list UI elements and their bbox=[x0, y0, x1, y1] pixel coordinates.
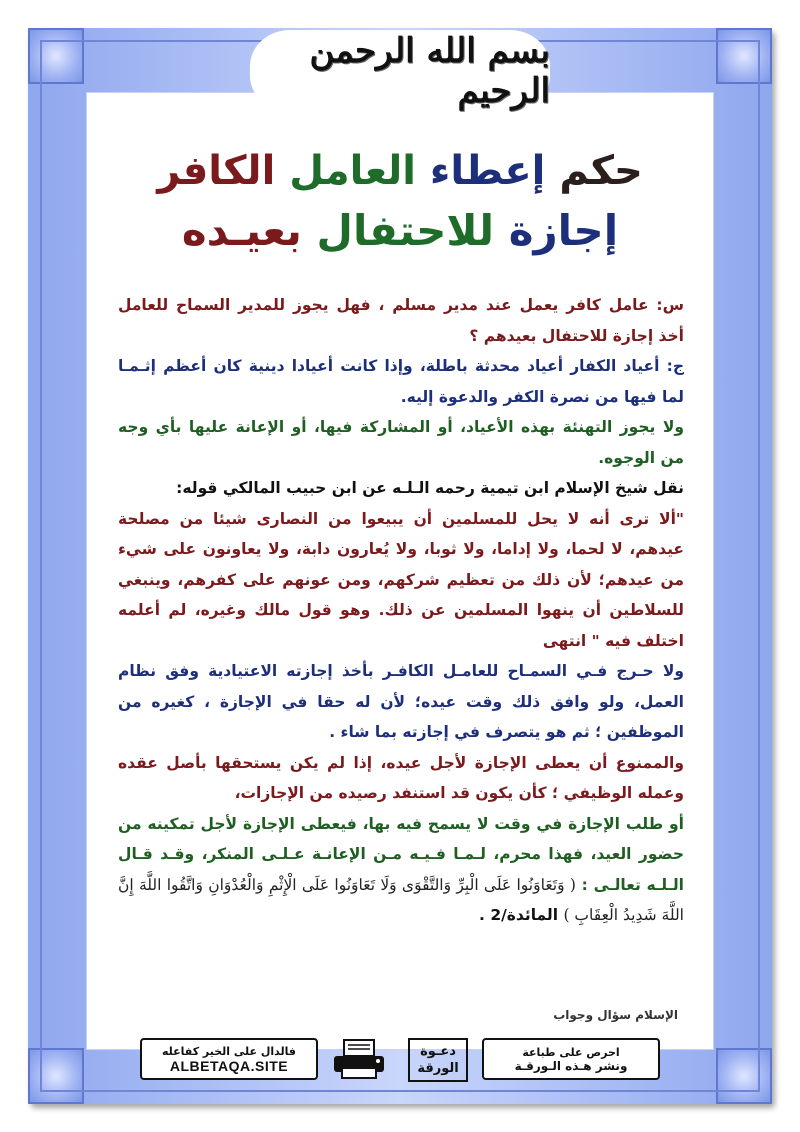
title-word: بعيـده bbox=[181, 206, 302, 255]
verse-reference: المائدة/2 . bbox=[479, 906, 564, 924]
source-credit: الإسلام سؤال وجواب bbox=[553, 1008, 678, 1022]
footer-slogan: فالدال على الخير كفاعله bbox=[161, 1044, 297, 1058]
footer-right-box bbox=[482, 1038, 660, 1080]
quote-paragraph: "ألا ترى أنه لا يحل للمسلمين أن يبيعوا من النصارى شيئا من مصلحة عيدهم، لا لحما، ولا إداما، ولا ثوبا، ولا يُعارون دابة، ولا يعاونون على شيء من عيدهم؛ لأن ذلك من تعظيم شركهم، ومن عونهم على كفرهم، وينبغي للسلاطين أن ينهوا المسلمين عن ذلك. وهو قول مالك وغيره، لم أعلمه اختلف فيه " انتهى bbox=[118, 509, 684, 650]
quote-intro: نقل شيخ الإسلام ابن تيمية رحمه الـلـه عن ابن حبيب المالكي قوله: bbox=[176, 479, 684, 497]
answer-paragraph: ج: أعياد الكفار أعياد محدثة باطلة، وإذا كانت أعيادا دينية كان أعظم إثـمـا لما فيها من نصرة الكفر والدعوة إليه. bbox=[118, 357, 684, 406]
article-body bbox=[118, 290, 684, 931]
title-word: إجازة bbox=[508, 206, 619, 255]
answer-paragraph bbox=[118, 809, 684, 931]
question-paragraph: س: عامل كافر يعمل عند مدير مسلم ، فهل يجوز للمدير السماح للعامل أخذ إجازة للاحتفال بعيدهم ؟ bbox=[118, 296, 684, 345]
title-line-2 bbox=[0, 206, 800, 255]
title-word: العامل bbox=[289, 148, 416, 194]
title-word: إعطاء bbox=[416, 148, 560, 194]
printer-icon bbox=[330, 1038, 390, 1080]
title-line-1 bbox=[0, 148, 800, 194]
footer bbox=[140, 1038, 660, 1082]
answer-paragraph: ولا حـرج فـي السمـاح للعامـل الكافـر بأخذ إجازته الاعتيادية وفق نظام العمل، ولو وافق ذلك وقت عيده؛ لأن له حقا في الإجازة ، كغيره من الموظفين ؛ ثم هو يتصرف في إجازته بما شاء . bbox=[118, 662, 684, 741]
basmala-calligraphy: بسم الله الرحمن الرحيم bbox=[250, 30, 550, 112]
answer-text: أو طلب الإجازة في وقت لا يسمح فيه بها، فيعطى الإجازة لأجل تمكينه من حضور العيد، فهذا محرم، لـمـا فـيـه مـن الإعانـة عـلـى المنكر، وقـد قـال الـلـه تعالـى : bbox=[118, 814, 684, 894]
website-link[interactable]: ALBETAQA.SITE bbox=[169, 1057, 289, 1074]
logo-text: دعـوة bbox=[420, 1044, 456, 1059]
answer-paragraph: والممنوع أن يعطى الإجازة لأجل عيده، إذا لم يكن يستحقها بأصل عقده وعمله الوظيفي ؛ كأن يكون قد استنفد رصيده من الإجازات، bbox=[118, 753, 684, 802]
title-word: للاحتفال bbox=[301, 206, 509, 255]
answer-paragraph: ولا يجوز التهنئة بهذه الأعياد، أو المشاركة فيها، أو الإعانة عليها بأي وجه من الوجوه. bbox=[118, 418, 684, 467]
dawat-alwaraqa-logo bbox=[408, 1038, 468, 1082]
title-word: حكم bbox=[559, 148, 643, 194]
logo-text: الورقة bbox=[417, 1061, 459, 1076]
footer-print-note: احرص على طباعة bbox=[522, 1045, 620, 1059]
quran-verse: ( وَتَعَاوَنُوا عَلَى الْبِرِّ وَالتَّقْوَى وَلَا تَعَاوَنُوا عَلَى الْإِثْمِ وَالْعُدْوَانِ وَاتَّقُوا اللَّهَ إِنَّ اللَّهَ شَدِيدُ الْعِقَابِ ) bbox=[118, 875, 684, 924]
title-word: الكافر bbox=[157, 148, 290, 194]
footer-print-note: ونشر هـذه الـورقـة bbox=[514, 1058, 628, 1073]
footer-left-box bbox=[140, 1038, 318, 1080]
